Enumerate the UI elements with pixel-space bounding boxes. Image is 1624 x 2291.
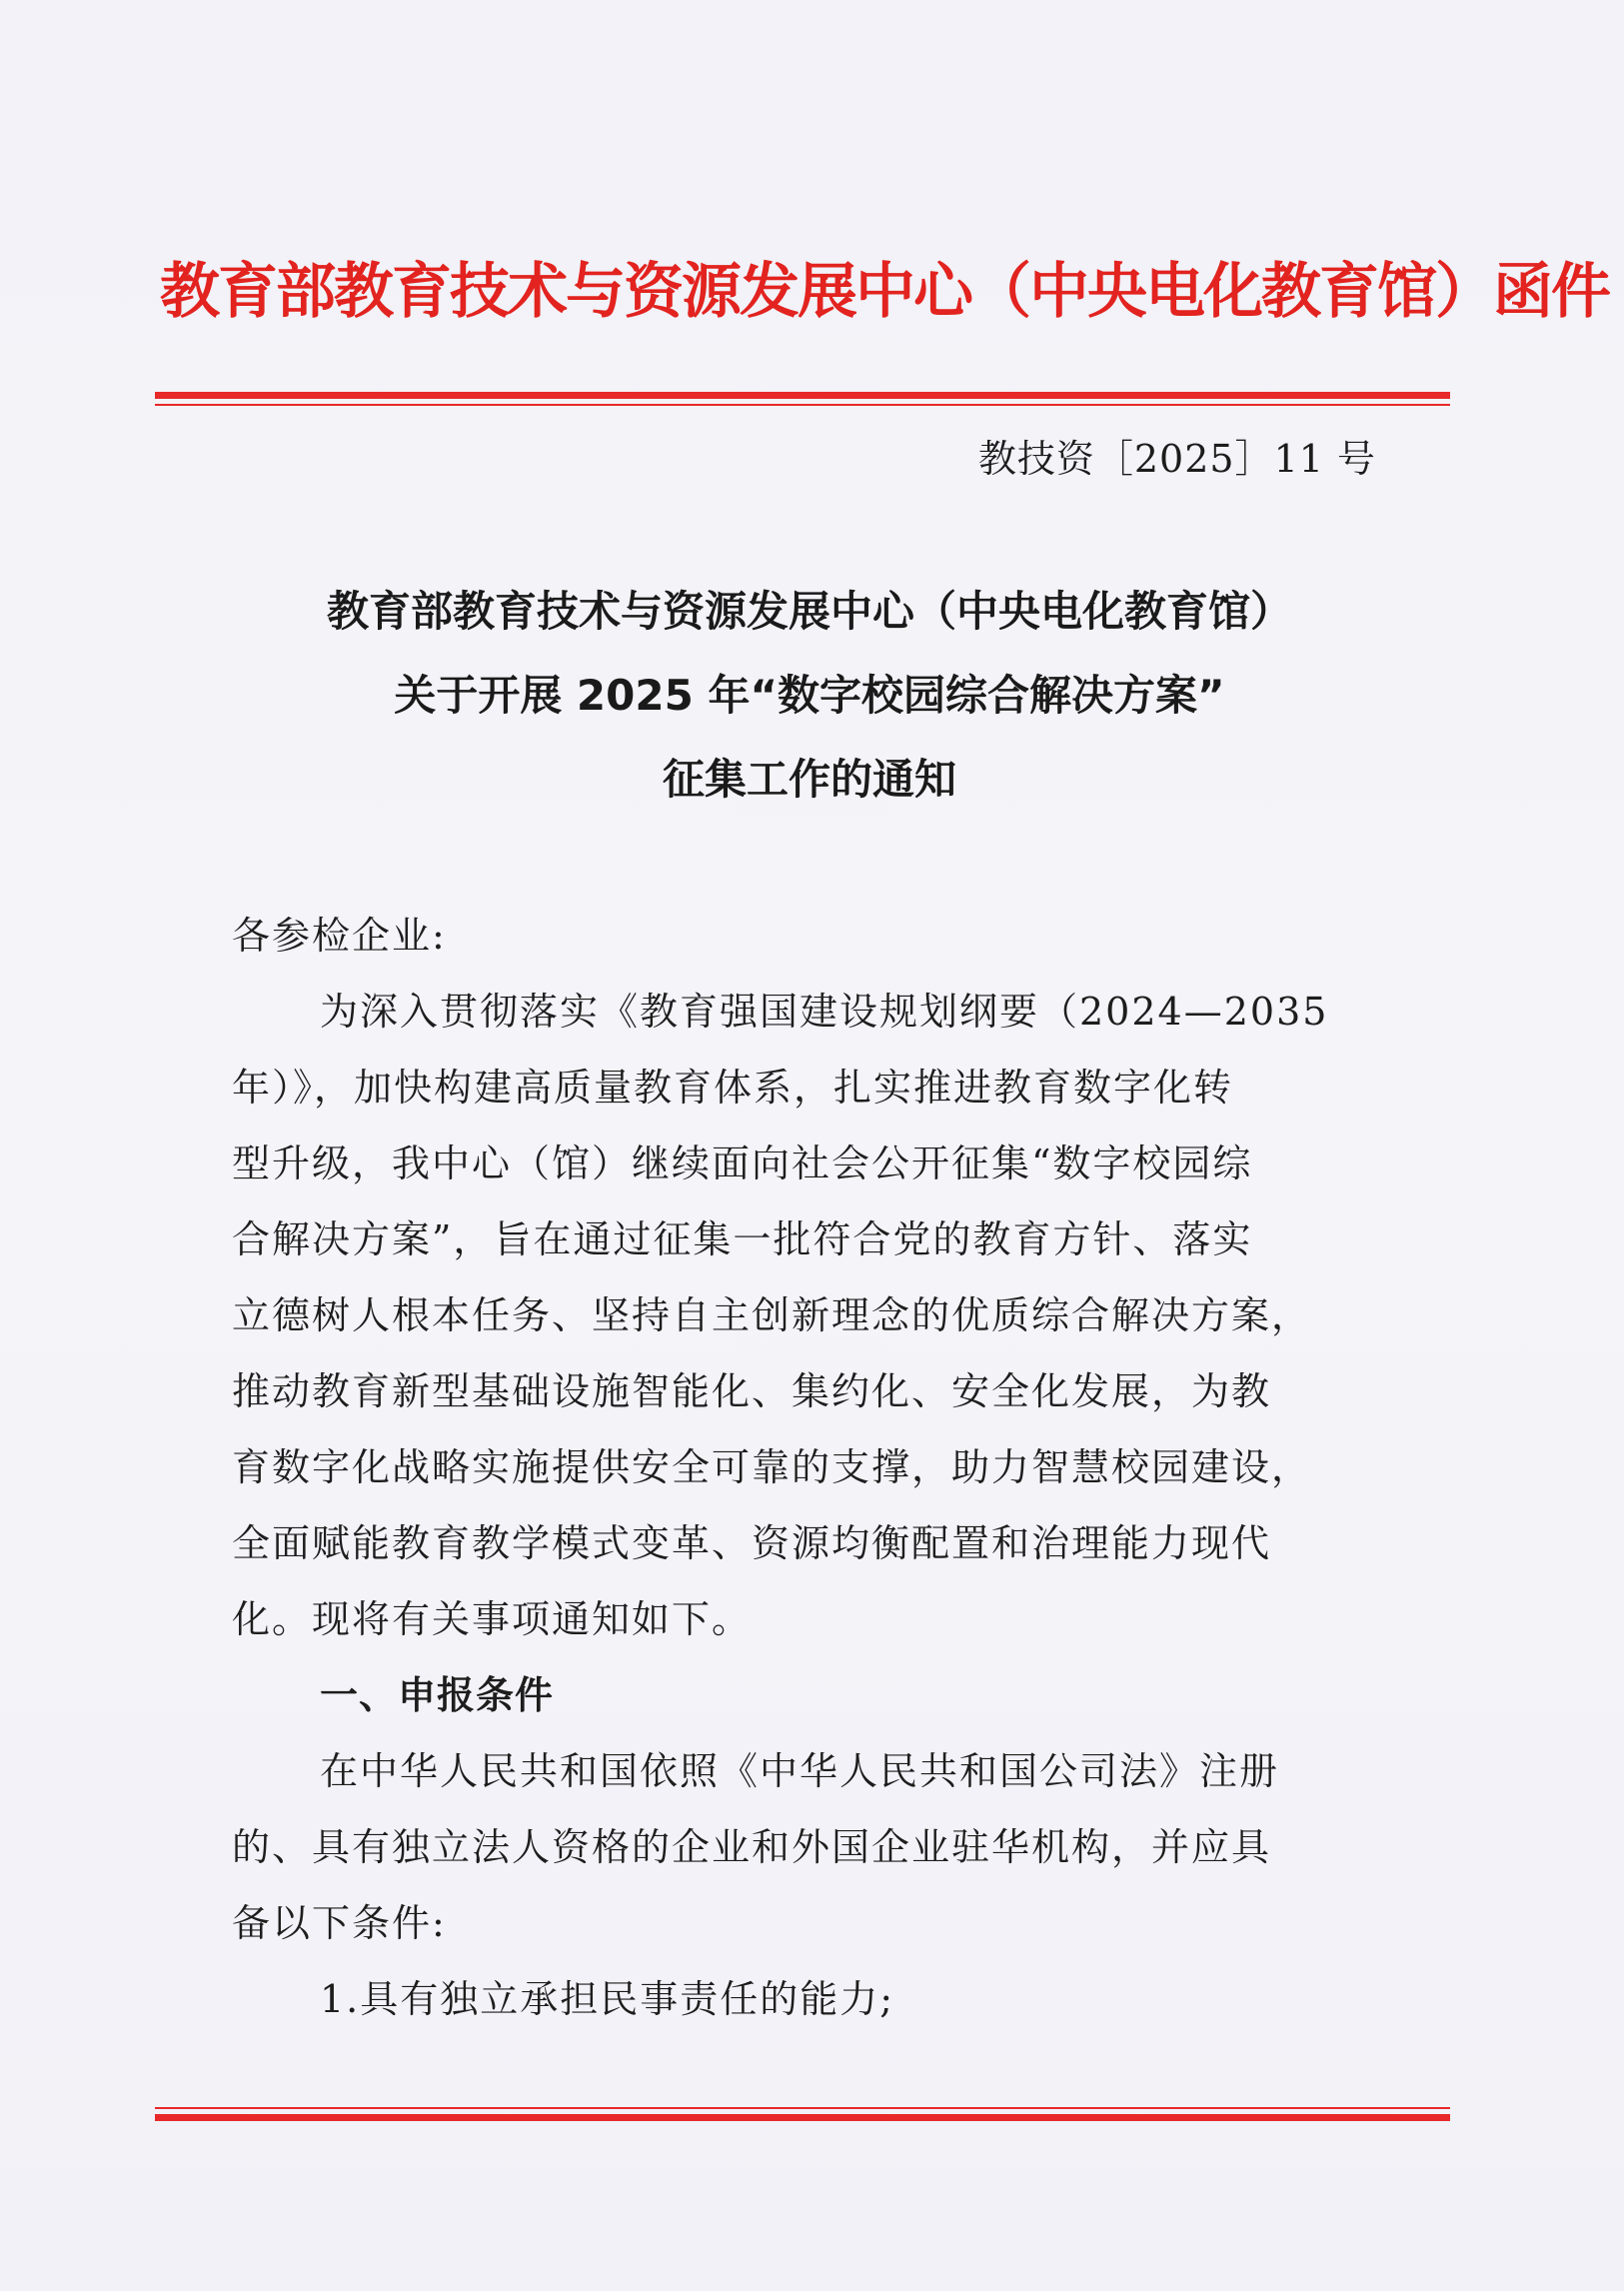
condition-item-1: 1.具有独立承担民事责任的能力; — [320, 1977, 895, 2021]
intro-line-4: 合解决方案”，旨在通过征集一批符合党的教育方针、落实 — [232, 1217, 1253, 1261]
intro-line-3: 型升级，我中心（馆）继续面向社会公开征集“数字校园综 — [232, 1142, 1253, 1185]
salutation: 各参检企业: — [232, 914, 447, 958]
intro-line-7: 育数字化战略实施提供安全可靠的支撑，助力智慧校园建设， — [232, 1445, 1312, 1489]
rule-thick-line — [155, 392, 1450, 399]
intro-line-2: 年）》，加快构建高质量教育体系，扎实推进教育数字化转 — [232, 1066, 1234, 1110]
section-para-line-1: 在中华人民共和国依照《中华人民共和国公司法》注册 — [320, 1749, 1280, 1793]
rule-thick-line — [155, 2114, 1450, 2121]
rule-thin-line — [155, 2107, 1450, 2109]
intro-line-1: 为深入贯彻落实《教育强国建设规划纲要（2024—2035 — [320, 990, 1329, 1034]
intro-line-9: 化。现将有关事项通知如下。 — [232, 1597, 753, 1641]
letterhead-title: 教育部教育技术与资源发展中心（中央电化教育馆）函件 — [160, 257, 1609, 327]
rule-thin-line — [155, 404, 1450, 406]
intro-line-6: 推动教育新型基础设施智能化、集约化、安全化发展，为教 — [232, 1369, 1272, 1413]
section-para-line-2: 的、具有独立法人资格的企业和外国企业驻华机构，并应具 — [232, 1825, 1272, 1869]
section-para-line-3: 备以下条件: — [232, 1901, 447, 1945]
intro-line-8: 全面赋能教育教学模式变革、资源均衡配置和治理能力现代 — [232, 1521, 1272, 1565]
document-number: 教技资［2025］11 号 — [977, 437, 1376, 481]
title-line-1: 教育部教育技术与资源发展中心（中央电化教育馆） — [326, 587, 1292, 636]
section-heading: 一、申报条件 — [320, 1673, 555, 1717]
notice-body — [232, 898, 1387, 2037]
letterhead-rule-top — [155, 392, 1450, 406]
notice-title — [160, 570, 1459, 822]
footer-rule — [155, 2107, 1450, 2121]
title-line-3: 征集工作的通知 — [662, 755, 956, 804]
title-line-2: 关于开展 2025 年“数字校园综合解决方案” — [394, 671, 1225, 720]
intro-line-5: 立德树人根本任务、坚持自主创新理念的优质综合解决方案， — [232, 1293, 1312, 1337]
